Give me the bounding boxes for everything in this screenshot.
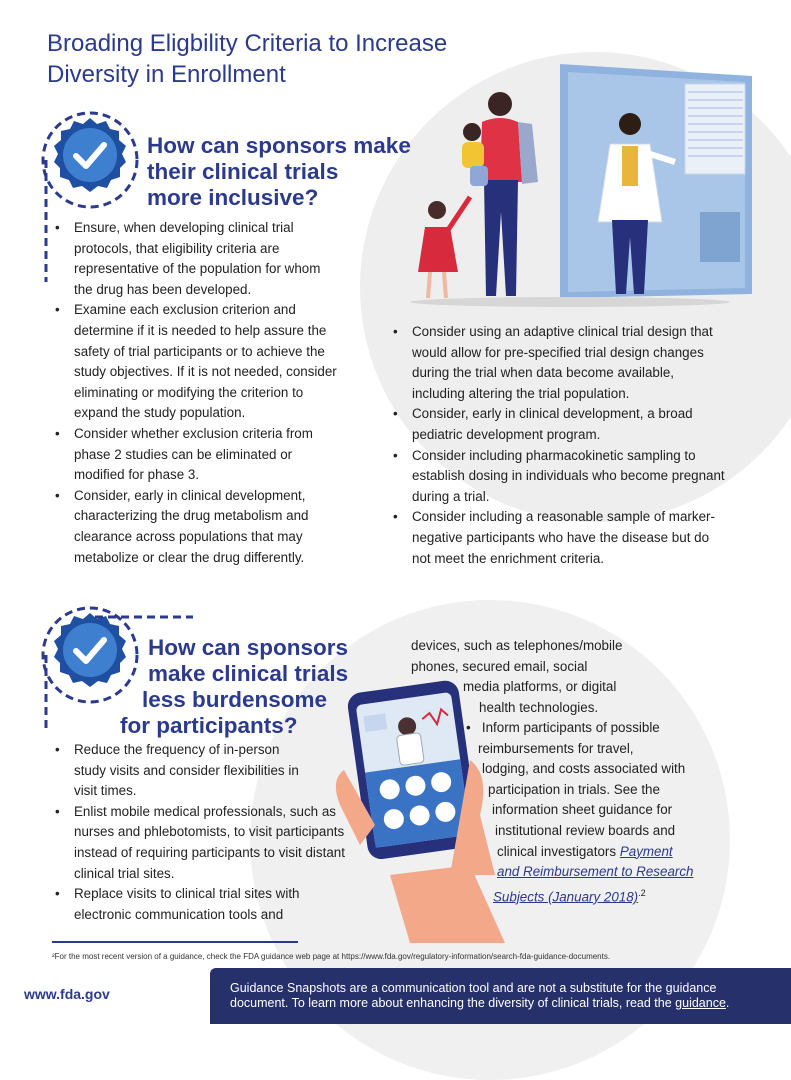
list-item: • Consider whether exclusion criteria from phase 2 studies can be eliminated or modified for phase 3. — [52, 424, 342, 486]
list-item: • Consider including a reasonable sample of marker-negative participants who have the disease but do not meet the enrichment criteria. — [390, 507, 730, 569]
section2-dashed-line — [40, 655, 56, 735]
footnote-mark: .2 — [638, 887, 646, 898]
fda-site-link[interactable]: www.fda.gov — [24, 986, 110, 1002]
list-item: • Reduce the frequency of in-person study visits and consider flexibilities in visit times. — [52, 740, 362, 802]
payment-guidance-link-line3[interactable]: Subjects (January 2018) — [493, 889, 639, 905]
section1-left-list — [52, 218, 342, 568]
list-item: • Consider using an adaptive clinical trial design that would allow for pre-specified trial design changes during the trial when data become available, including altering the trial population. — [390, 322, 730, 404]
footnote-rule — [52, 941, 298, 943]
list-item: • Replace visits to clinical trial sites with electronic communication tools and — [52, 884, 362, 925]
footnote: ²For the most recent version of a guidance, check the FDA guidance web page at https://www.fda.gov/regulatory-information/search-fda-guidance-documents. — [52, 952, 611, 961]
list-item: • Consider, early in clinical development, characterizing the drug metabolism and clearance across populations that may metabolize or clear the drug differently. — [52, 486, 342, 568]
section2-right-bullet: • Inform participants of possible reimbursements for travel, lodging, and costs associated with participation in trials. See the information sheet guidance for institutional review boards and clinical investigators Payment and Reimbursement to Research Subjects (January 2018)$^{.2}$ — [466, 720, 694, 905]
payment-guidance-link[interactable]: Payment — [619, 843, 673, 859]
list-item: • Consider including pharmacokinetic sampling to establish dosing in individuals who become pregnant during a trial. — [390, 446, 730, 508]
list-item: • Consider, early in clinical development, a broad pediatric development program. — [390, 404, 730, 445]
payment-guidance-link-line2[interactable]: and Reimbursement to Research — [497, 864, 694, 880]
footer-guidance-link[interactable]: guidance — [675, 996, 726, 1010]
section1-heading: How can sponsors make their clinical trials more inclusive? — [147, 133, 411, 210]
page-title: Broading Eligbility Criteria to Increase Diversity in Enrollment — [47, 30, 448, 88]
list-item: • Enlist mobile medical professionals, such as nurses and phlebotomists, to visit participants instead of requiring participants to visit distant clinical trial sites. — [52, 802, 362, 884]
section2-dashed-top — [95, 614, 195, 620]
list-item: • Examine each exclusion criterion and determine if it is needed to help assure the safety of trial participants or to achieve the study objectives. If it is not needed, consider eliminating or modifying the criterion to expand the study population. — [52, 300, 342, 424]
bullet-dot: • — [466, 720, 482, 735]
list-item: • Ensure, when developing clinical trial protocols, that eligibility criteria are representative of the population for whom the drug has been developed. — [52, 218, 342, 300]
section2-right-continued: devices, such as telephones/mobile phones, secured email, social media platforms, or digital health technologies. — [411, 638, 623, 715]
section2-left-list — [52, 740, 362, 925]
section1-right-list — [390, 322, 730, 569]
footer-text: Guidance Snapshots are a communication tool and are not a substitute for the guidance document. To learn more about enhancing the diversity of clinical trials, read the guidance. — [230, 981, 730, 1010]
section2-heading: How can sponsors make clinical trials less burdensome for participants? — [120, 635, 349, 738]
family-doctor-illustration — [400, 62, 785, 312]
